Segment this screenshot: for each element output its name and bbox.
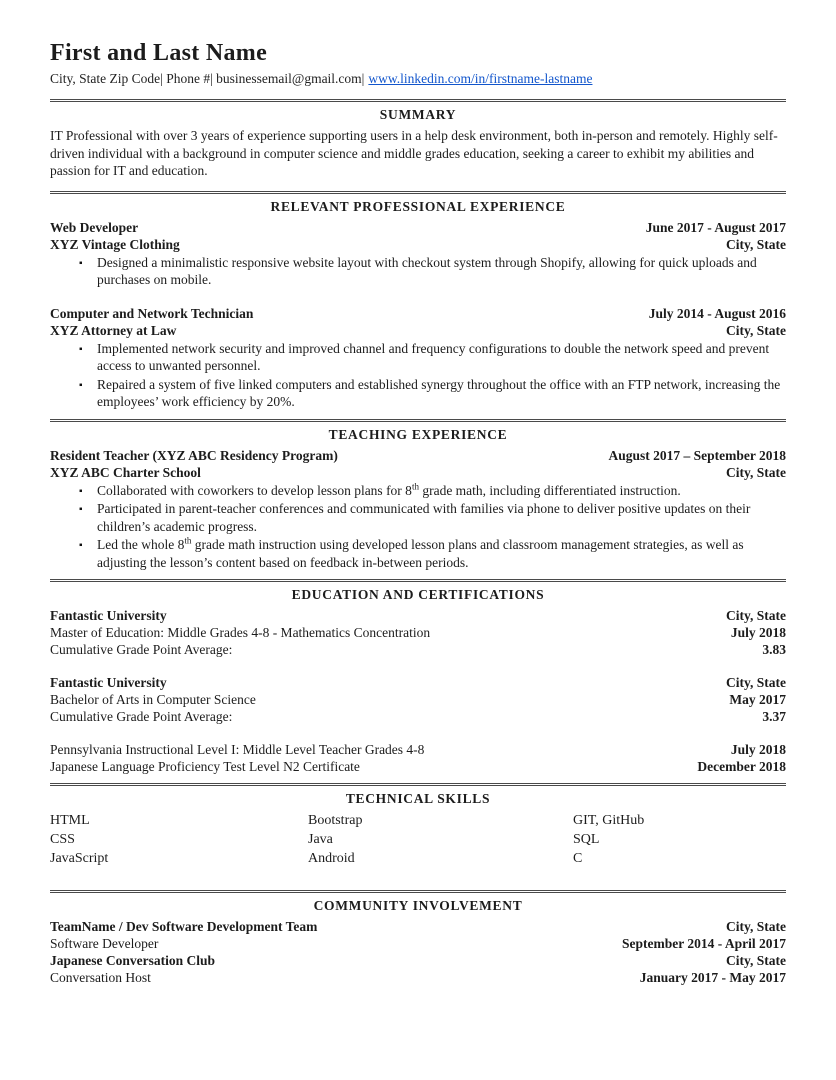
degree-name: Master of Education: Middle Grades 4-8 - Mathematics Concentration [50, 625, 431, 640]
role-row [50, 969, 786, 986]
job-company: XYZ Attorney at Law [50, 322, 177, 338]
community-entry [50, 918, 786, 952]
skill-item: CSS [50, 832, 75, 847]
bullet-text: grade math, including differentiated instruction. [418, 482, 681, 498]
person-name: First and Last Name [50, 40, 268, 66]
skill-item: Bootstrap [308, 813, 363, 828]
section-title: TEACHING EXPERIENCE [328, 426, 508, 442]
job-entry [50, 447, 786, 572]
gpa-label: Cumulative Grade Point Average: [50, 709, 233, 724]
school-location: City, State [726, 608, 786, 623]
gpa-row [50, 641, 786, 658]
bullet-list [50, 340, 786, 411]
bullet-item [78, 500, 786, 535]
degree-row [50, 624, 786, 641]
ordinal-suffix: th [411, 481, 419, 491]
gpa-row [50, 708, 786, 725]
role-name: Software Developer [50, 936, 159, 951]
org-location: City, State [726, 953, 786, 968]
bullet-text: Led the whole 8 [97, 537, 185, 552]
section-title: COMMUNITY INVOLVEMENT [313, 898, 523, 913]
role-row [50, 935, 786, 952]
certification-date: December 2018 [697, 759, 786, 774]
skill-item: Java [308, 832, 333, 847]
job-subheading-row [50, 322, 786, 339]
job-location: City, State [726, 464, 786, 480]
job-dates: June 2017 - August 2017 [645, 219, 786, 235]
section-title: EDUCATION AND CERTIFICATIONS [291, 587, 545, 602]
section-title: TECHNICAL SKILLS [345, 791, 491, 806]
job-location: City, State [726, 236, 786, 252]
job-entry [50, 305, 786, 411]
skill-item: SQL [573, 832, 600, 847]
degree-date: May 2017 [729, 692, 786, 707]
bullet-item [78, 536, 786, 571]
bullet-list [50, 254, 786, 289]
skill-item: JavaScript [50, 851, 109, 866]
section-divider [50, 890, 786, 893]
job-subheading-row [50, 236, 786, 253]
section-education [50, 587, 786, 775]
org-location: City, State [726, 919, 786, 934]
section-experience [50, 199, 786, 411]
section-community [50, 898, 786, 986]
section-divider [50, 191, 786, 194]
gpa-value: 3.37 [762, 709, 786, 724]
linkedin-link[interactable]: www.linkedin.com/in/firstname-lastname [368, 71, 593, 86]
section-divider [50, 419, 786, 422]
school-location: City, State [726, 675, 786, 690]
skill-item: HTML [50, 813, 90, 828]
job-heading-row [50, 305, 786, 322]
education-entry [50, 607, 786, 658]
school-row [50, 607, 786, 624]
role-name: Conversation Host [50, 970, 151, 985]
bullet-item: ▪ Designed a minimalistic responsive website layout with checkout system through Shopify, allowing for quick uploads and purchases on mobile. [78, 254, 786, 289]
org-name: Japanese Conversation Club [50, 953, 216, 968]
school-name: Fantastic University [50, 608, 167, 623]
bullet-text: Participated in parent-teacher conferences and communicated with families via phone to deliver positive updates on their children’s academic progress. [97, 501, 751, 534]
resume-header [50, 40, 786, 88]
job-location: City, State [726, 322, 786, 338]
job-entry [50, 219, 786, 289]
org-row [50, 952, 786, 969]
org-row [50, 918, 786, 935]
job-role: Computer and Network Technician [50, 305, 254, 321]
degree-name: Bachelor of Arts in Computer Science [50, 692, 256, 707]
org-name: TeamName / Dev Software Development Team [50, 919, 318, 934]
bullet-list [50, 482, 786, 572]
section-title: SUMMARY [379, 107, 457, 122]
job-company: XYZ ABC Charter School [50, 464, 201, 480]
spacer [50, 725, 786, 741]
job-heading-row [50, 219, 786, 236]
ordinal-suffix: th [184, 535, 192, 546]
skill-item: Android [308, 851, 355, 866]
job-company: XYZ Vintage Clothing [50, 236, 180, 252]
job-role: Resident Teacher (XYZ ABC Residency Program) [50, 447, 338, 463]
degree-date: July 2018 [730, 625, 786, 640]
gpa-label: Cumulative Grade Point Average: [50, 642, 233, 657]
certification-date: July 2018 [730, 742, 786, 757]
section-divider [50, 99, 786, 102]
bullet-item: ▪ Repaired a system of five linked computers and established synergy throughout the office with an FTP network, increasing the employees’ work efficiency by 20%. [78, 376, 786, 411]
skill-item: GIT, GitHub [573, 813, 645, 828]
section-divider [50, 783, 786, 786]
school-name: Fantastic University [50, 675, 167, 690]
bullet-item: ▪ Implemented network security and improved channel and frequency configurations to double the network speed and prevent access to unwanted personnel. [78, 340, 786, 375]
bullet-text: Collaborated with coworkers to develop lesson plans for 8 [97, 482, 412, 498]
job-role: Web Developer [50, 219, 139, 235]
school-row [50, 674, 786, 691]
contact-text: City, State Zip Code| Phone #| businessemail@gmail.com| [50, 71, 365, 86]
degree-row [50, 691, 786, 708]
job-subheading-row [50, 464, 786, 481]
section-title: RELEVANT PROFESSIONAL EXPERIENCE [270, 198, 566, 214]
certification-list [50, 741, 786, 775]
section-skills [50, 791, 786, 868]
section-summary [50, 107, 786, 180]
education-entry [50, 674, 786, 725]
summary-text: IT Professional with over 3 years of experience supporting users in a help desk environment, both in-person and remotely. Highly self-driven individual with a background in computer science and middle grades education, seeking a career to exhibit my abilities and passion for IT and education. [50, 128, 778, 178]
role-dates: January 2017 - May 2017 [639, 970, 786, 985]
role-dates: September 2014 - April 2017 [622, 936, 786, 951]
job-heading-row [50, 447, 786, 464]
skill-item: C [573, 851, 583, 866]
job-dates: July 2014 - August 2016 [648, 305, 786, 321]
bullet-text: grade math instruction using developed lesson plans and classroom management strategies, as well as adjusting the lesson’s content based on feedback in-between periods. [97, 537, 744, 570]
spacer [50, 658, 786, 674]
skills-grid [50, 811, 786, 868]
certification-name: Pennsylvania Instructional Level I: Middle Level Teacher Grades 4-8 [50, 742, 425, 757]
contact-line [50, 70, 786, 88]
bullet-item [78, 482, 786, 500]
certification-row [50, 741, 786, 758]
gpa-value: 3.83 [762, 642, 786, 657]
certification-name: Japanese Language Proficiency Test Level N2 Certificate [50, 759, 360, 774]
section-teaching [50, 427, 786, 572]
section-divider [50, 579, 786, 582]
community-entry [50, 952, 786, 986]
certification-row [50, 758, 786, 775]
job-dates: August 2017 – September 2018 [608, 447, 786, 463]
